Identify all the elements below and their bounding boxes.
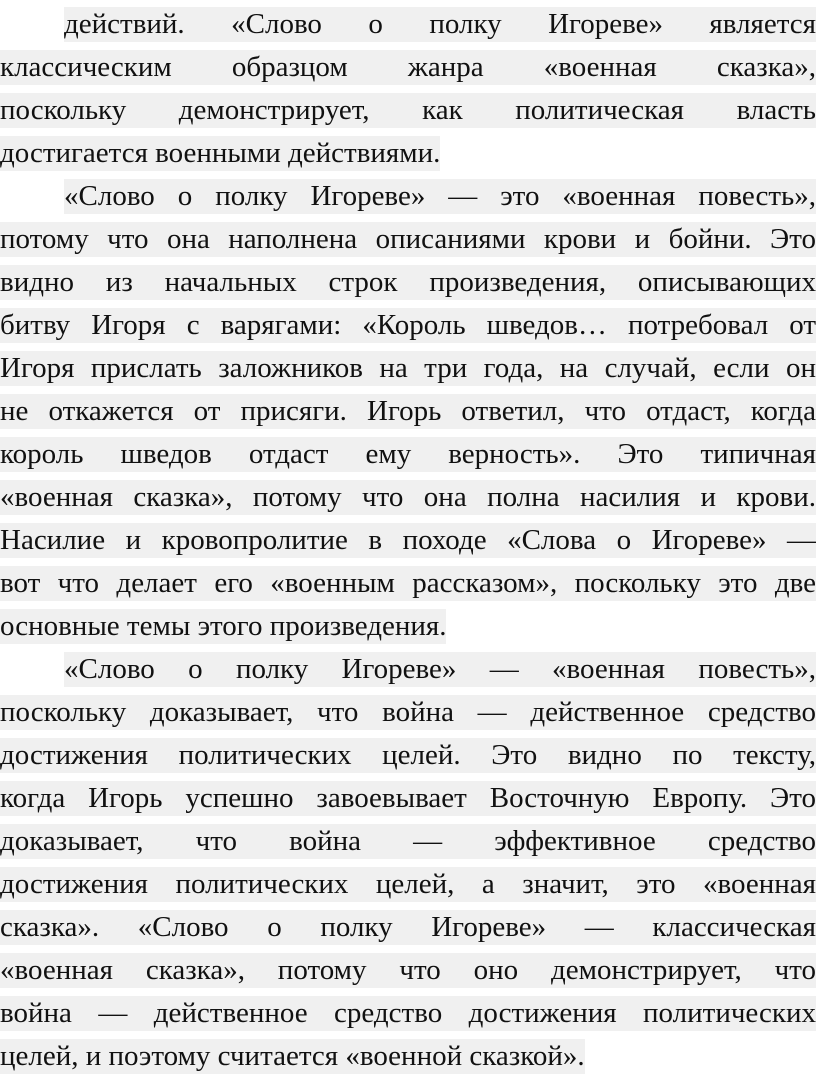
text-line: целей, и поэтому считается «военной сказкой». — [0, 1040, 585, 1072]
text-line: битву Игоря с варягами: «Король шведов… потребовал от — [0, 309, 816, 341]
text-line: война — действенное средство достижения политических — [0, 997, 816, 1029]
text-line: «военная сказка», потому что она полна насилия и крови. — [0, 481, 816, 513]
text-line: король шведов отдаст ему верность». Это типичная — [0, 438, 816, 470]
text-line: доказывает, что война — эффективное средство — [0, 825, 816, 857]
text-line: «военная сказка», потому что оно демонстрирует, что — [0, 954, 816, 986]
text-line: «Слово о полку Игореве» — «военная повесть», — [64, 653, 816, 685]
text-line: сказка». «Слово о полку Игореве» — классическая — [0, 911, 816, 943]
text-line: потому что она наполнена описаниями крови и бойни. Это — [0, 223, 816, 255]
text-line: вот что делает его «военным рассказом», поскольку это две — [0, 567, 816, 599]
text-line: поскольку доказывает, что война — действенное средство — [0, 696, 816, 728]
text-line: достижения политических целей. Это видно по тексту, — [0, 739, 816, 771]
text-line: классическим образцом жанра «военная сказка», — [0, 51, 816, 83]
text-line: Насилие и кровопролитие в походе «Слова о Игореве» — — [0, 524, 816, 556]
text-line: основные темы этого произведения. — [0, 610, 447, 642]
text-line: Игоря прислать заложников на три года, на случай, если он — [0, 352, 816, 384]
text-line: не откажется от присяги. Игорь ответил, что отдаст, когда — [0, 395, 816, 427]
text-line: «Слово о полку Игореве» — это «военная повесть», — [64, 180, 816, 212]
text-line: видно из начальных строк произведения, описывающих — [0, 266, 816, 298]
text-line: когда Игорь успешно завоевывает Восточную Европу. Это — [0, 782, 816, 814]
text-line: достижения политических целей, а значит, это «военная — [0, 868, 816, 900]
text-line: достигается военными действиями. — [0, 137, 441, 169]
text-line: поскольку демонстрирует, как политическая власть — [0, 94, 816, 126]
text-line: действий. «Слово о полку Игореве» является — [64, 8, 816, 40]
